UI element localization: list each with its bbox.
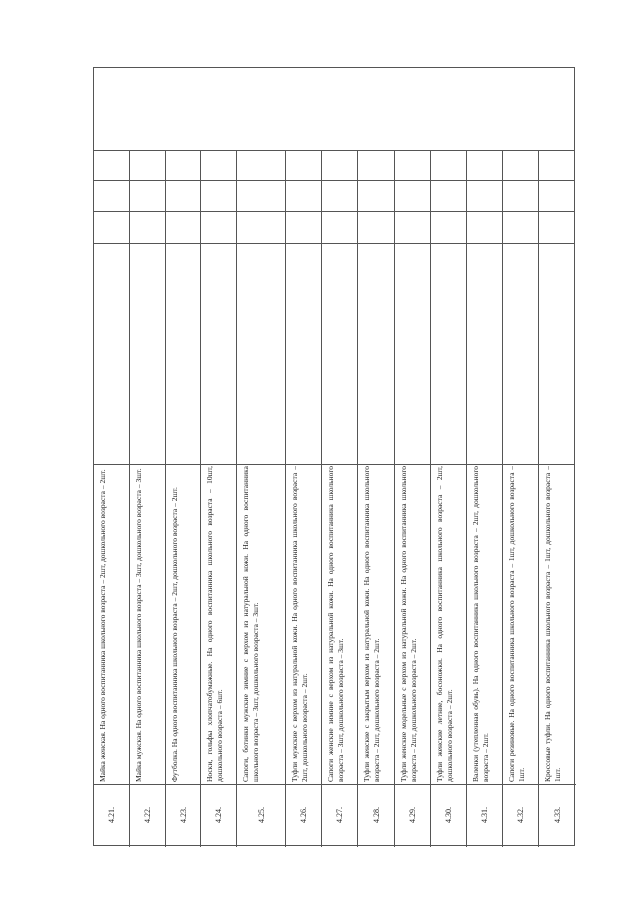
row-name: Туфли женские модельные с верхом из натуральной кожи. На одного воспитанника школьного возраста – 2шт, дошкольного возраста – 2шт.: [399, 466, 419, 782]
number-name-divider: [201, 784, 237, 785]
row-number: 4.23.: [179, 807, 188, 824]
row-name: Туфли женские летние, босоножки. На одного воспитанника школьного возраста – 2шт, дошкольного возраста – 2шт.: [435, 466, 455, 782]
table-row: [431, 68, 467, 847]
table-row: [286, 68, 322, 847]
number-name-divider: [237, 784, 286, 785]
table-row: [94, 68, 130, 847]
row-name: Футболка. На одного воспитанника школьного возраста – 2шт, дошкольного возраста – 2шт.: [170, 487, 179, 782]
table-row: [539, 68, 576, 847]
row-name: Туфли мужские с верхом из натуральной кожи. На одного воспитанника школьного возраста – 2шт, дошкольного возраста – 2шт.: [290, 466, 310, 782]
table-row: [467, 68, 503, 847]
row-number: 4.26.: [299, 807, 308, 824]
table-row: [503, 68, 539, 847]
row-name: Майка женская. На одного воспитанника школьного возраста – 2шт, дошкольного возраста – 2шт.: [98, 469, 107, 782]
row-name: Сапоги резиновые. На одного воспитанника школьного возраста – 1шт, дошкольного возраста – 1шт.: [507, 466, 527, 782]
number-name-divider: [539, 784, 576, 785]
number-name-divider: [467, 784, 503, 785]
row-number: 4.31.: [480, 807, 489, 824]
row-number: 4.25.: [257, 807, 266, 824]
row-name: Сапоги, ботинки мужские зимние с верхом из натуральной кожи. На одного воспитанника школьного возраста – 3шт, дошкольного возраста – 3шт.: [241, 466, 261, 782]
row-number: 4.29.: [408, 807, 417, 824]
row-number: 4.24.: [214, 807, 223, 824]
number-name-divider: [94, 784, 130, 785]
row-number: 4.32.: [516, 807, 525, 824]
table-row: [130, 68, 166, 847]
table-row: [166, 68, 201, 847]
number-name-divider: [130, 784, 166, 785]
row-name: Сапоги женские зимние с верхом из натуральной кожи. На одного воспитанника школьного возраста – 3шт, дошкольного возраста – 3шт.: [326, 466, 346, 782]
row-number: 4.21.: [107, 807, 116, 824]
row-number: 4.33.: [553, 807, 562, 824]
table-row: [395, 68, 431, 847]
number-name-divider: [395, 784, 431, 785]
number-name-divider: [358, 784, 395, 785]
document-table: [93, 67, 575, 846]
row-name: Носки, гольфы хлопчатобумажные. На одного воспитанника школьного возраста – 10шт, дошкольного возраста – 6шт.: [205, 466, 225, 782]
number-name-divider: [166, 784, 201, 785]
table-row: [201, 68, 237, 847]
row-name: Майка мужская. На одного воспитанника школьного возраста – 3шт, дошкольного возраста – 3шт.: [134, 468, 143, 782]
row-number: 4.22.: [143, 807, 152, 824]
table-row: [358, 68, 395, 847]
row-name: Туфли женские с закрытым верхом из натуральной кожи. На одного воспитанника школьного возраста – 2шт, дошкольного возраста – 2шт.: [362, 466, 382, 782]
table-row: [322, 68, 358, 847]
row-name: Кроссовые туфли. На одного воспитанника школьного возраста – 1шт, дошкольного возраста – 1шт.: [543, 466, 563, 782]
row-name: Валенки (утепленная обувь). На одного воспитанника школьного возраста – 2шт, дошкольного возраста – 2шт.: [471, 466, 491, 782]
number-name-divider: [322, 784, 358, 785]
number-name-divider: [431, 784, 467, 785]
number-name-divider: [503, 784, 539, 785]
row-number: 4.30.: [444, 807, 453, 824]
table-row: [237, 68, 286, 847]
number-name-divider: [286, 784, 322, 785]
row-number: 4.28.: [372, 807, 381, 824]
row-number: 4.27.: [335, 807, 344, 824]
